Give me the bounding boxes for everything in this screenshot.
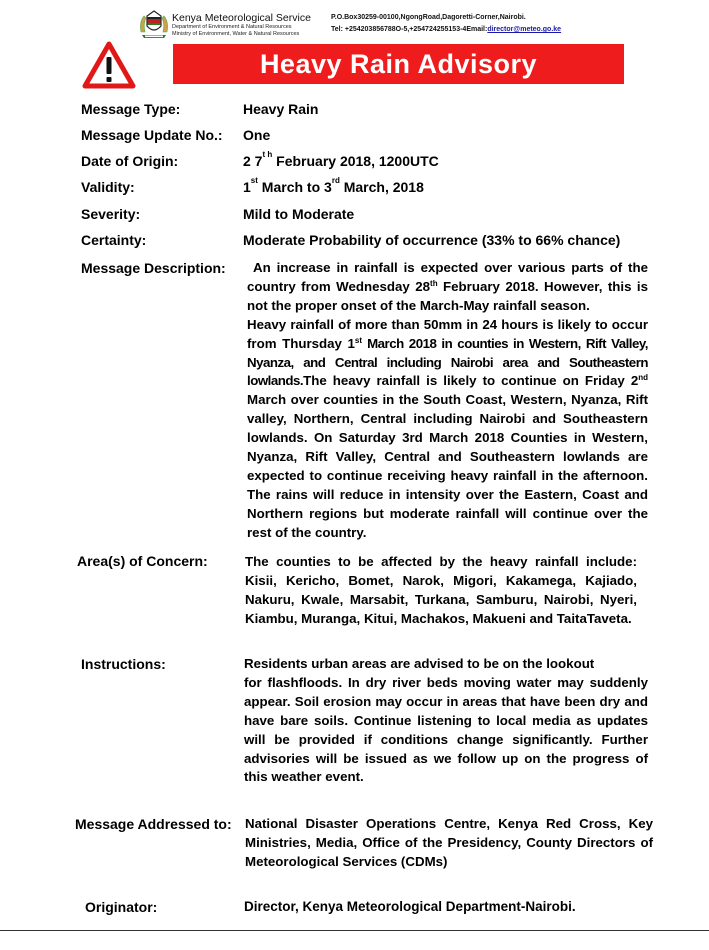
update-number-label: Message Update No.: [81, 127, 223, 143]
org-department: Department of Environment & Natural Resources [172, 24, 292, 30]
tel-text: Tel: +254203856788O-5,+254724255153-4Email: [331, 26, 488, 33]
date-suffix: t h [262, 150, 273, 159]
addressed-to-text: National Disaster Operations Centre, Kenya Red Cross, Key Ministries, Media, Office of the Presidency, County Directors of Meteorological Services (CDMs) [245, 816, 653, 869]
instructions-label: Instructions: [81, 656, 166, 672]
description-body [247, 259, 648, 543]
instructions-first-line: Residents urban areas are advised to be on the lookout [244, 656, 595, 671]
description-label: Message Description: [81, 260, 226, 276]
certainty-value: Moderate Probability of occurrence (33% to 66% chance) [243, 232, 621, 248]
email-link[interactable]: director@meteo.go.ke [487, 26, 562, 33]
coat-of-arms-logo [137, 8, 171, 40]
footer-divider [0, 930, 709, 931]
validity-suffix2: rd [331, 176, 340, 185]
description-paragraph-2: Heavy rainfall of more than 50mm in 24 hours is likely to occur from Thursday 1st March 2018 in counties in Western, Rift Valley, Nyanza, and Central including Nairobi area and Southeastern lowlands.The heavy rainfall is likely to continue on Friday 2nd March over counties in the South Coast, Western, Nyanza, Rift valley, Northern, Central including Nairobi and Southeastern lowlands. On Saturday 3rd March 2018 Counties in Western, Nyanza, Rift Valley, Central and Southeastern lowlands are expected to continue receiving heavy rainfall in the afternoon. The rains will reduce in intensity over the Eastern, Coast and Northern regions but moderate rainfall will continue over the rest of the country. [247, 316, 648, 540]
contact-block [331, 12, 561, 36]
date-of-origin-label: Date of Origin: [81, 153, 179, 169]
instructions-body [244, 655, 648, 787]
message-type-label: Message Type: [81, 101, 181, 117]
validity-mid: March to 3 [257, 179, 332, 195]
validity-value [243, 176, 424, 195]
org-name: Kenya Meteorological Service [172, 12, 311, 24]
originator-value: Director, Kenya Meteorological Department-Nairobi. [244, 899, 576, 914]
org-header [172, 12, 311, 37]
warning-triangle-icon [82, 40, 136, 90]
areas-label: Area(s) of Concern: [77, 553, 208, 569]
date-of-origin-value [243, 150, 439, 169]
areas-text: The counties to be affected by the heavy rainfall include: Kisii, Kericho, Bomet, Narok, Migori, Kakamega, Kajiado, Nakuru, Kwale, Marsabit, Turkana, Samburu, Nairobi, Nyeri, Kiambu, Muranga, Kitui, Machakos, Makueni and TaitaTaveta. [245, 554, 637, 626]
certainty-label: Certainty: [81, 232, 147, 248]
addressed-to-label: Message Addressed to: [75, 816, 232, 832]
contact-line [331, 24, 561, 36]
date-rest: February 2018, 1200UTC [272, 153, 439, 169]
validity-label: Validity: [81, 179, 135, 195]
instructions-text: for flashfloods. In dry river beds moving water may suddenly appear. Soil erosion may occur in areas that have been dry and have bare soils. Continue listening to local media as updates will be provided if conditions change significantly. Further advisories will be issued as we follow up on the progress of this weather event. [244, 674, 648, 785]
org-ministry: Ministry of Environment, Water & Natural Resources [172, 30, 300, 37]
postal-address: P.O.Box30259-00100,NgongRoad,Dagoretti-Corner,Nairobi. [331, 14, 526, 21]
date-day: 2 7 [243, 153, 263, 169]
update-number-value: One [243, 127, 271, 143]
originator-label: Originator: [85, 899, 158, 915]
validity-day1: 1 [243, 179, 251, 195]
description-paragraph-1: An increase in rainfall is expected over various parts of the country from Wednesday 28th February 2018. However, this is not the proper onset of the March-May rainfall season. [247, 260, 649, 313]
severity-value: Mild to Moderate [243, 206, 355, 222]
validity-end: March, 2018 [339, 179, 424, 195]
severity-label: Severity: [81, 206, 141, 222]
advisory-banner: Heavy Rain Advisory [173, 44, 624, 84]
validity-suffix1: st [250, 176, 258, 185]
message-type-value: Heavy Rain [243, 101, 319, 117]
